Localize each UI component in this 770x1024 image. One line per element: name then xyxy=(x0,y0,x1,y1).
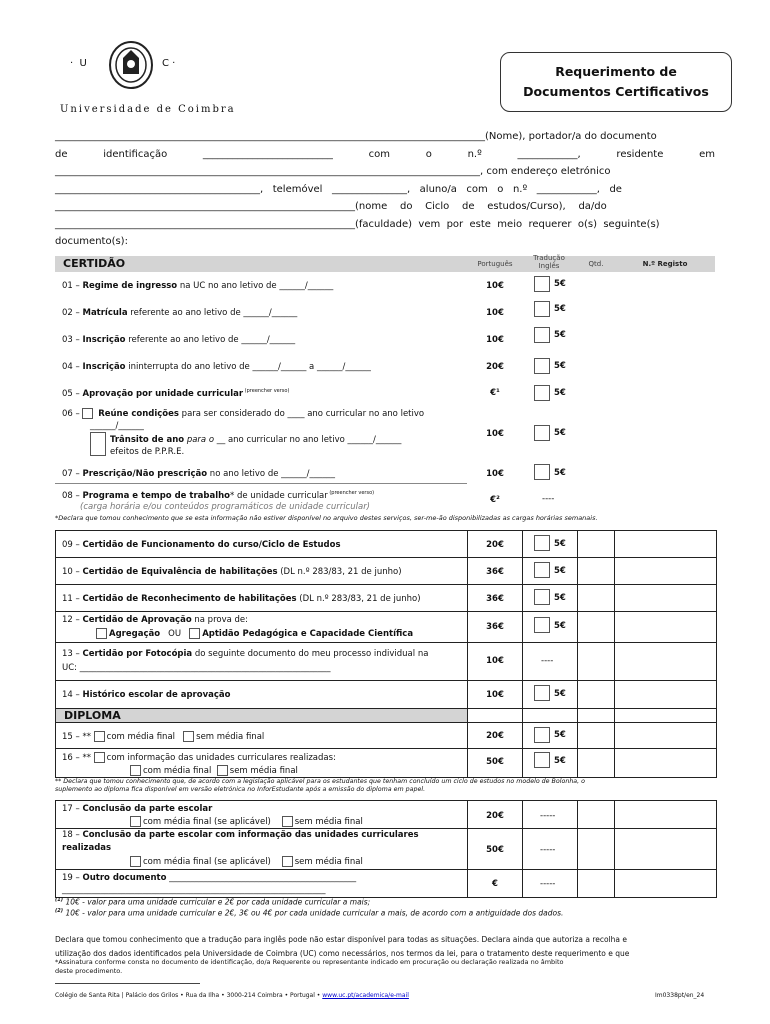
price-pt: 36€ xyxy=(486,594,504,604)
row-07: 07 – Prescrição/Não prescrição no ano letivo de ______/______ xyxy=(62,469,336,479)
row-divider xyxy=(55,869,717,870)
signature-note: *Assinatura conforme consta no documento de identificação, do/a Requerente ou representante indicado em procuração ou declaração realizada no âmbito xyxy=(55,958,564,966)
university-logo xyxy=(60,40,236,120)
row-18-cont: realizadas xyxy=(62,843,112,853)
translation-checkbox[interactable] xyxy=(534,301,550,317)
translation-checkbox[interactable] xyxy=(534,562,550,578)
translation-checkbox[interactable] xyxy=(534,385,550,401)
footer-address: Colégio de Santa Rita | Palácio dos Grilos • Rua da Ilha • 3000-214 Coimbra • Portugal • www.uc.pt/academica/e-mail xyxy=(55,992,409,999)
option-checkbox[interactable] xyxy=(82,408,93,419)
without-grade-checkbox[interactable] xyxy=(183,731,194,742)
translation-checkbox[interactable] xyxy=(534,589,550,605)
price-pt: 10€ xyxy=(486,308,504,318)
price-translation: 5€ xyxy=(554,730,566,740)
price-translation: 5€ xyxy=(554,388,566,398)
col-divider xyxy=(522,800,523,898)
row-06-year: ______/______ xyxy=(90,421,144,431)
university-name: Universidade de Coimbra xyxy=(60,104,236,115)
price-pt: 36€ xyxy=(486,567,504,577)
translation-checkbox[interactable] xyxy=(534,327,550,343)
faculty-field-line[interactable]: ____________________________________________________________(faculdade) vem por este meio requerer o(s) seguinte(s) xyxy=(55,218,660,230)
price-pt: 10€ xyxy=(486,281,504,291)
signature-note-2: deste procedimento. xyxy=(55,967,123,975)
logo-mark-right: C · xyxy=(162,58,176,69)
diploma-note-1: ** Declara que tomou conhecimento que, de acordo com a legislação aplicável para os estudantes que tenham concluído um ciclo de estudos no modelo de Bolonha, o xyxy=(55,778,586,785)
price-translation: 5€ xyxy=(554,468,566,478)
row-17: 17 – Conclusão da parte escolar xyxy=(62,804,213,814)
row-divider xyxy=(55,748,717,749)
row-17-options: com média final (se aplicável) sem média final xyxy=(130,816,363,827)
intro-text: com xyxy=(368,148,390,160)
row-01: 01 – Regime de ingresso na UC no ano letivo de ______/______ xyxy=(62,281,334,291)
price-pt: 20€ xyxy=(486,540,504,550)
row-02: 02 – Matrícula referente ao ano letivo de ______/______ xyxy=(62,308,298,318)
row-16-options: com média final sem média final xyxy=(130,765,298,776)
footer-rule xyxy=(55,983,200,984)
row-16: 16 – ** com informação das unidades curriculares realizadas: xyxy=(62,753,336,763)
translation-checkbox[interactable] xyxy=(534,617,550,633)
price-translation: 5€ xyxy=(554,539,566,549)
price-pt: €² xyxy=(490,495,500,505)
section-title: CERTIDÃO xyxy=(63,257,126,270)
document-title-box xyxy=(500,52,732,112)
row-divider xyxy=(55,611,717,612)
price-pt: €¹ xyxy=(490,388,500,398)
with-grade-checkbox[interactable] xyxy=(94,731,105,742)
translation-checkbox[interactable] xyxy=(534,727,550,743)
price-translation: ---- xyxy=(542,494,555,504)
row-09: 09 – Certidão de Funcionamento do curso/Ciclo de Estudos xyxy=(62,540,341,550)
price-translation: ---- xyxy=(541,656,554,666)
price-pt: 50€ xyxy=(486,845,504,855)
row-11: 11 – Certidão de Reconhecimento de habilitações (DL n.º 283/83, 21 de junho) xyxy=(62,594,421,604)
price-translation: 5€ xyxy=(554,279,566,289)
price-translation: 5€ xyxy=(554,756,566,766)
with-info-checkbox[interactable] xyxy=(94,752,105,763)
translation-checkbox[interactable] xyxy=(534,685,550,701)
row-06-effects: efeitos de P.P.R.E. xyxy=(110,447,185,457)
footer-link[interactable]: www.uc.pt/academica/e-mail xyxy=(322,992,409,999)
row-13-field[interactable]: UC: ___________________________________________________________ xyxy=(62,663,331,673)
school-part-table xyxy=(55,800,717,898)
declaration-line-1: Declara que tomou conhecimento que a tradução para inglês pode não estar disponível para todas as situações. Declara ainda que autoriza a recolha e xyxy=(55,935,628,944)
row-04: 04 – Inscrição ininterrupta do ano letivo de ______/______ a ______/______ xyxy=(62,362,371,372)
row-divider xyxy=(55,680,717,681)
with-grade-checkbox[interactable] xyxy=(130,816,141,827)
title-line-1: Requerimento de xyxy=(555,64,677,79)
translation-checkbox[interactable] xyxy=(534,358,550,374)
row-06: 06 – Reúne condições para ser considerado do ____ ano curricular no ano letivo xyxy=(62,409,425,419)
row-divider xyxy=(55,584,717,585)
row-05: 05 – Aprovação por unidade curricular $^{(preencher verso)}$ xyxy=(62,388,290,399)
agregacao-checkbox[interactable] xyxy=(96,628,107,639)
price-pt: 36€ xyxy=(486,622,504,632)
price-translation: 5€ xyxy=(554,361,566,371)
intro-text: n.º xyxy=(467,148,482,160)
row-06-transit: Trânsito de ano para o __ ano curricular no ano letivo ______/______ xyxy=(110,435,402,445)
without-grade-checkbox[interactable] xyxy=(282,816,293,827)
row-divider xyxy=(55,828,717,829)
col-divider xyxy=(577,530,578,778)
diploma-note-2: suplemento ao diploma fica disponível em versão eletrónica no InforEstudante após a emissão do diploma em papel. xyxy=(55,786,426,793)
price-translation: ----- xyxy=(540,811,556,821)
id-number-field-line[interactable]: ____________, xyxy=(517,148,581,160)
row-18-options: com média final (se aplicável) sem média final xyxy=(130,856,363,867)
without-grade-checkbox[interactable] xyxy=(282,856,293,867)
price-translation: 5€ xyxy=(554,593,566,603)
address-field-line[interactable]: _____________________________________________________________________________________, com endereço eletrónico xyxy=(55,166,611,177)
price-pt: 20€ xyxy=(486,362,504,372)
price-pt: 10€ xyxy=(486,690,504,700)
column-header-translation: Tradução Inglês xyxy=(533,254,565,270)
translation-checkbox[interactable] xyxy=(534,535,550,551)
name-field-line[interactable]: ______________________________________________________________________________________(Nome), portador/a do documento xyxy=(55,131,657,142)
intro-text: identificação xyxy=(103,148,168,160)
option-checkbox[interactable] xyxy=(90,432,106,456)
footnote-2: $^{(2)}$ 10€ - valor para uma unidade curricular e 2€, 3€ ou 4€ por cada unidade curricular a mais, de acordo com a antiguidade dos dados. xyxy=(55,908,564,918)
footnote-1: $^{(1)}$ 10€ - valor para uma unidade curricular e 2€ por cada unidade curricular a mais; xyxy=(55,897,371,907)
col-divider xyxy=(577,800,578,898)
col-divider xyxy=(467,800,468,898)
row-divider xyxy=(55,557,717,558)
translation-checkbox[interactable] xyxy=(534,752,550,768)
translation-checkbox[interactable] xyxy=(534,276,550,292)
row-03: 03 – Inscrição referente ao ano letivo de ______/______ xyxy=(62,335,296,345)
column-header-registration: N.º Registo xyxy=(642,260,688,268)
intro-text: de xyxy=(55,148,68,160)
row-08-subtitle: (carga horária e/ou conteúdos programáticos de unidade curricular) xyxy=(80,502,371,512)
section-title: DIPLOMA xyxy=(64,709,121,722)
row-19: 19 – Outro documento ____________________________________________ xyxy=(62,873,357,883)
price-translation: 5€ xyxy=(554,566,566,576)
row-divider xyxy=(55,642,717,643)
intro-text: o xyxy=(425,148,432,160)
row-14: 14 – Histórico escolar de aprovação xyxy=(62,690,231,700)
with-grade-checkbox[interactable] xyxy=(130,765,141,776)
translation-checkbox[interactable] xyxy=(534,425,550,441)
column-header-portuguese: Português xyxy=(477,260,513,268)
price-pt: 10€ xyxy=(486,429,504,439)
price-translation: ----- xyxy=(540,845,556,855)
intro-text: residente xyxy=(616,148,664,160)
translation-checkbox[interactable] xyxy=(534,464,550,480)
university-seal-icon xyxy=(108,40,154,90)
price-translation: ----- xyxy=(540,879,556,889)
certidao-section-header xyxy=(55,256,715,272)
logo-mark-left: · U xyxy=(70,58,87,69)
price-pt: 10€ xyxy=(486,469,504,479)
row-10: 10 – Certidão de Equivalência de habilitações (DL n.º 283/83, 21 de junho) xyxy=(62,567,402,577)
col-divider xyxy=(614,800,615,898)
price-translation: 5€ xyxy=(554,621,566,631)
price-pt: 10€ xyxy=(486,335,504,345)
intro-text: em xyxy=(699,148,715,160)
col-divider xyxy=(467,530,468,778)
row-18: 18 – Conclusão da parte escolar com informação das unidades curriculares xyxy=(62,830,419,840)
price-pt: 20€ xyxy=(486,731,504,741)
email-phone-field-line[interactable]: _________________________________________, telemóvel _______________, aluno/a com o n.º ____________, de xyxy=(55,183,622,195)
row-13: 13 – Certidão por Fotocópia do seguinte documento do meu processo individual na xyxy=(62,649,429,659)
with-grade-checkbox[interactable] xyxy=(130,856,141,867)
price-translation: 5€ xyxy=(554,689,566,699)
diploma-section-header xyxy=(56,709,467,722)
title-line-2: Documentos Certificativos xyxy=(523,84,709,99)
row-08: 08 – Programa e tempo de trabalho* de unidade curricular $^{(preencher verso)}$ xyxy=(62,490,375,501)
row-12: 12 – Certidão de Aprovação na prova de: xyxy=(62,615,249,625)
intro-text: documento(s): xyxy=(55,236,128,247)
column-header-qty: Qtd. xyxy=(588,260,604,268)
col-divider xyxy=(614,530,615,778)
divider xyxy=(55,483,467,484)
price-pt: 20€ xyxy=(486,811,504,821)
price-translation: 5€ xyxy=(554,330,566,340)
aptidao-checkbox[interactable] xyxy=(189,628,200,639)
declaration-line-2: utilização dos dados identificados pela Universidade de Coimbra (UC) como necessários, nos termos da lei, para o tratamento deste requerimento e que xyxy=(55,949,630,958)
certidao-note: *Declara que tomou conhecimento que se esta informação não estiver disponível no arquivo destes serviços, ser-me-ão disponibilizadas as cargas horárias semanais. xyxy=(55,514,598,522)
price-translation: 5€ xyxy=(554,304,566,314)
without-grade-checkbox[interactable] xyxy=(217,765,228,776)
course-field-line[interactable]: ____________________________________________________________(nome do Ciclo de estudos/Curso), da/do xyxy=(55,201,607,212)
row-19-field[interactable]: ______________________________________________________________ xyxy=(62,885,326,895)
row-divider xyxy=(55,722,717,723)
price-pt: 10€ xyxy=(486,656,504,666)
price-translation: 5€ xyxy=(554,428,566,438)
form-code: Im0338pt/en_24 xyxy=(655,992,705,999)
price-pt: 50€ xyxy=(486,757,504,767)
row-12-options: Agregação OU Aptidão Pedagógica e Capacidade Científica xyxy=(96,628,413,639)
price-pt: € xyxy=(492,879,498,889)
applicant-info-paragraph xyxy=(55,128,715,251)
id-field-line[interactable]: __________________________ xyxy=(202,148,333,160)
col-divider xyxy=(522,530,523,778)
row-15: 15 – ** com média final sem média final xyxy=(62,732,265,742)
